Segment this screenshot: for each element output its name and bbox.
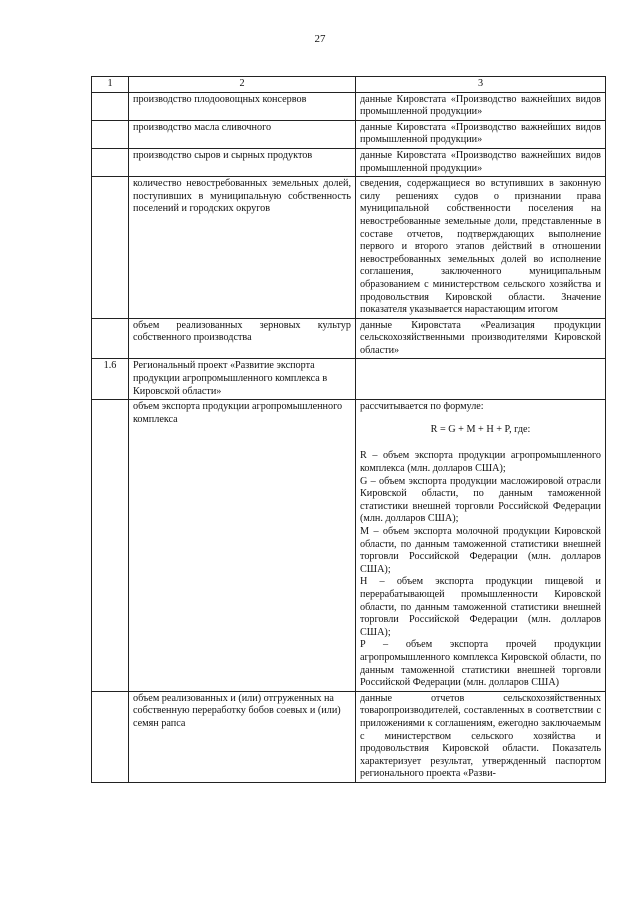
row-number-cell <box>92 400 129 691</box>
indicator-cell: объем экспорта продукции агропромышленного комплекса <box>129 400 356 691</box>
indicators-table <box>91 76 606 783</box>
indicator-cell: производство плодоовощных консервов <box>129 92 356 120</box>
indicator-cell: производство сыров и сырных продуктов <box>129 148 356 176</box>
indicator-cell: объем реализованных зерновых культур собственного производства <box>129 318 356 359</box>
formula-definition: H – объем экспорта продукции пищевой и перерабатывающей промышленности Кировской области, по данным таможенной статистики внешней торговли Российской Федерации (млн. долларов США); <box>360 576 601 638</box>
header-col-1: 1 <box>92 77 129 93</box>
row-number-cell: 1.6 <box>92 359 129 400</box>
source-cell: данные Кировстата «Реализация продукции сельскохозяйственными производителями Кировской области» <box>356 318 606 359</box>
indicator-cell: производство масла сливочного <box>129 120 356 148</box>
formula: R = G + M + H + P, где: <box>430 423 531 435</box>
table-header-row <box>92 77 606 93</box>
row-number-cell <box>92 120 129 148</box>
table-row <box>92 691 606 782</box>
row-number-cell <box>92 177 129 319</box>
indicator-cell: Региональный проект «Развитие экспорта продукции агропромышленного комплекса в Кировской области» <box>129 359 356 400</box>
source-cell: сведения, содержащиеся во вступивших в законную силу решениях судов о признании права муниципальной собственности поселения на невостребованные земельные доли, представленные в составе отчетов, подтверждающих выполнение первого и второго этапов действий в отношении невостребованных земельных долей во исполнение соглашения, заключенного муниципальным образованием с министерством сельского хозяйства и продовольствия Кировской области. Значение показателя указывается нарастающим итогом <box>356 177 606 319</box>
indicator-cell: объем реализованных и (или) отгруженных на собственную переработку бобов соевых и (или) семян рапса <box>129 691 356 782</box>
row-number-cell <box>92 318 129 359</box>
page-number: 27 <box>314 33 326 45</box>
table-row <box>92 92 606 120</box>
table-row <box>92 120 606 148</box>
formula-cell <box>356 400 606 691</box>
formula-intro: рассчитывается по формуле: <box>360 401 484 413</box>
table-row <box>92 148 606 176</box>
source-cell: данные Кировстата «Производство важнейших видов промышленной продукции» <box>356 120 606 148</box>
row-number-cell <box>92 691 129 782</box>
indicator-cell: количество невостребованных земельных долей, поступивших в муниципальную собственность поселений и городских округов <box>129 177 356 319</box>
header-col-3: 3 <box>356 77 606 93</box>
source-cell: данные отчетов сельскохозяйственных товаропроизводителей, составленных в соответствии с приложениями к соглашениям, ежегодно заключаемым с министерством сельского хозяйства и продовольствия Кировской области. Показатель характеризует результат, утвержденный паспортом регионального проекта «Разви- <box>356 691 606 782</box>
row-number-cell <box>92 92 129 120</box>
formula-definition: G – объем экспорта продукции масложировой отрасли Кировской области, по данным таможенной статистики внешней торговли Российской Федерации (млн. долларов США); <box>360 475 601 525</box>
table-row <box>92 318 606 359</box>
header-col-2: 2 <box>129 77 356 93</box>
source-cell: данные Кировстата «Производство важнейших видов промышленной продукции» <box>356 148 606 176</box>
table-row <box>92 400 606 691</box>
source-cell <box>356 359 606 400</box>
table-row <box>92 177 606 319</box>
row-number-cell <box>92 148 129 176</box>
formula-definition: R – объем экспорта продукции агропромышленного комплекса (млн. долларов США); <box>360 450 601 475</box>
source-cell: данные Кировстата «Производство важнейших видов промышленной продукции» <box>356 92 606 120</box>
formula-definition: P – объем экспорта прочей продукции агропромышленного комплекса Кировской области, по данным таможенной статистики внешней торговли Российской Федерации (млн. долларов США) <box>360 639 601 689</box>
table-row-section <box>92 359 606 400</box>
formula-definition: M – объем экспорта молочной продукции Кировской области, по данным таможенной статистики внешней торговли Российской Федерации (млн. долларов США); <box>360 526 601 575</box>
